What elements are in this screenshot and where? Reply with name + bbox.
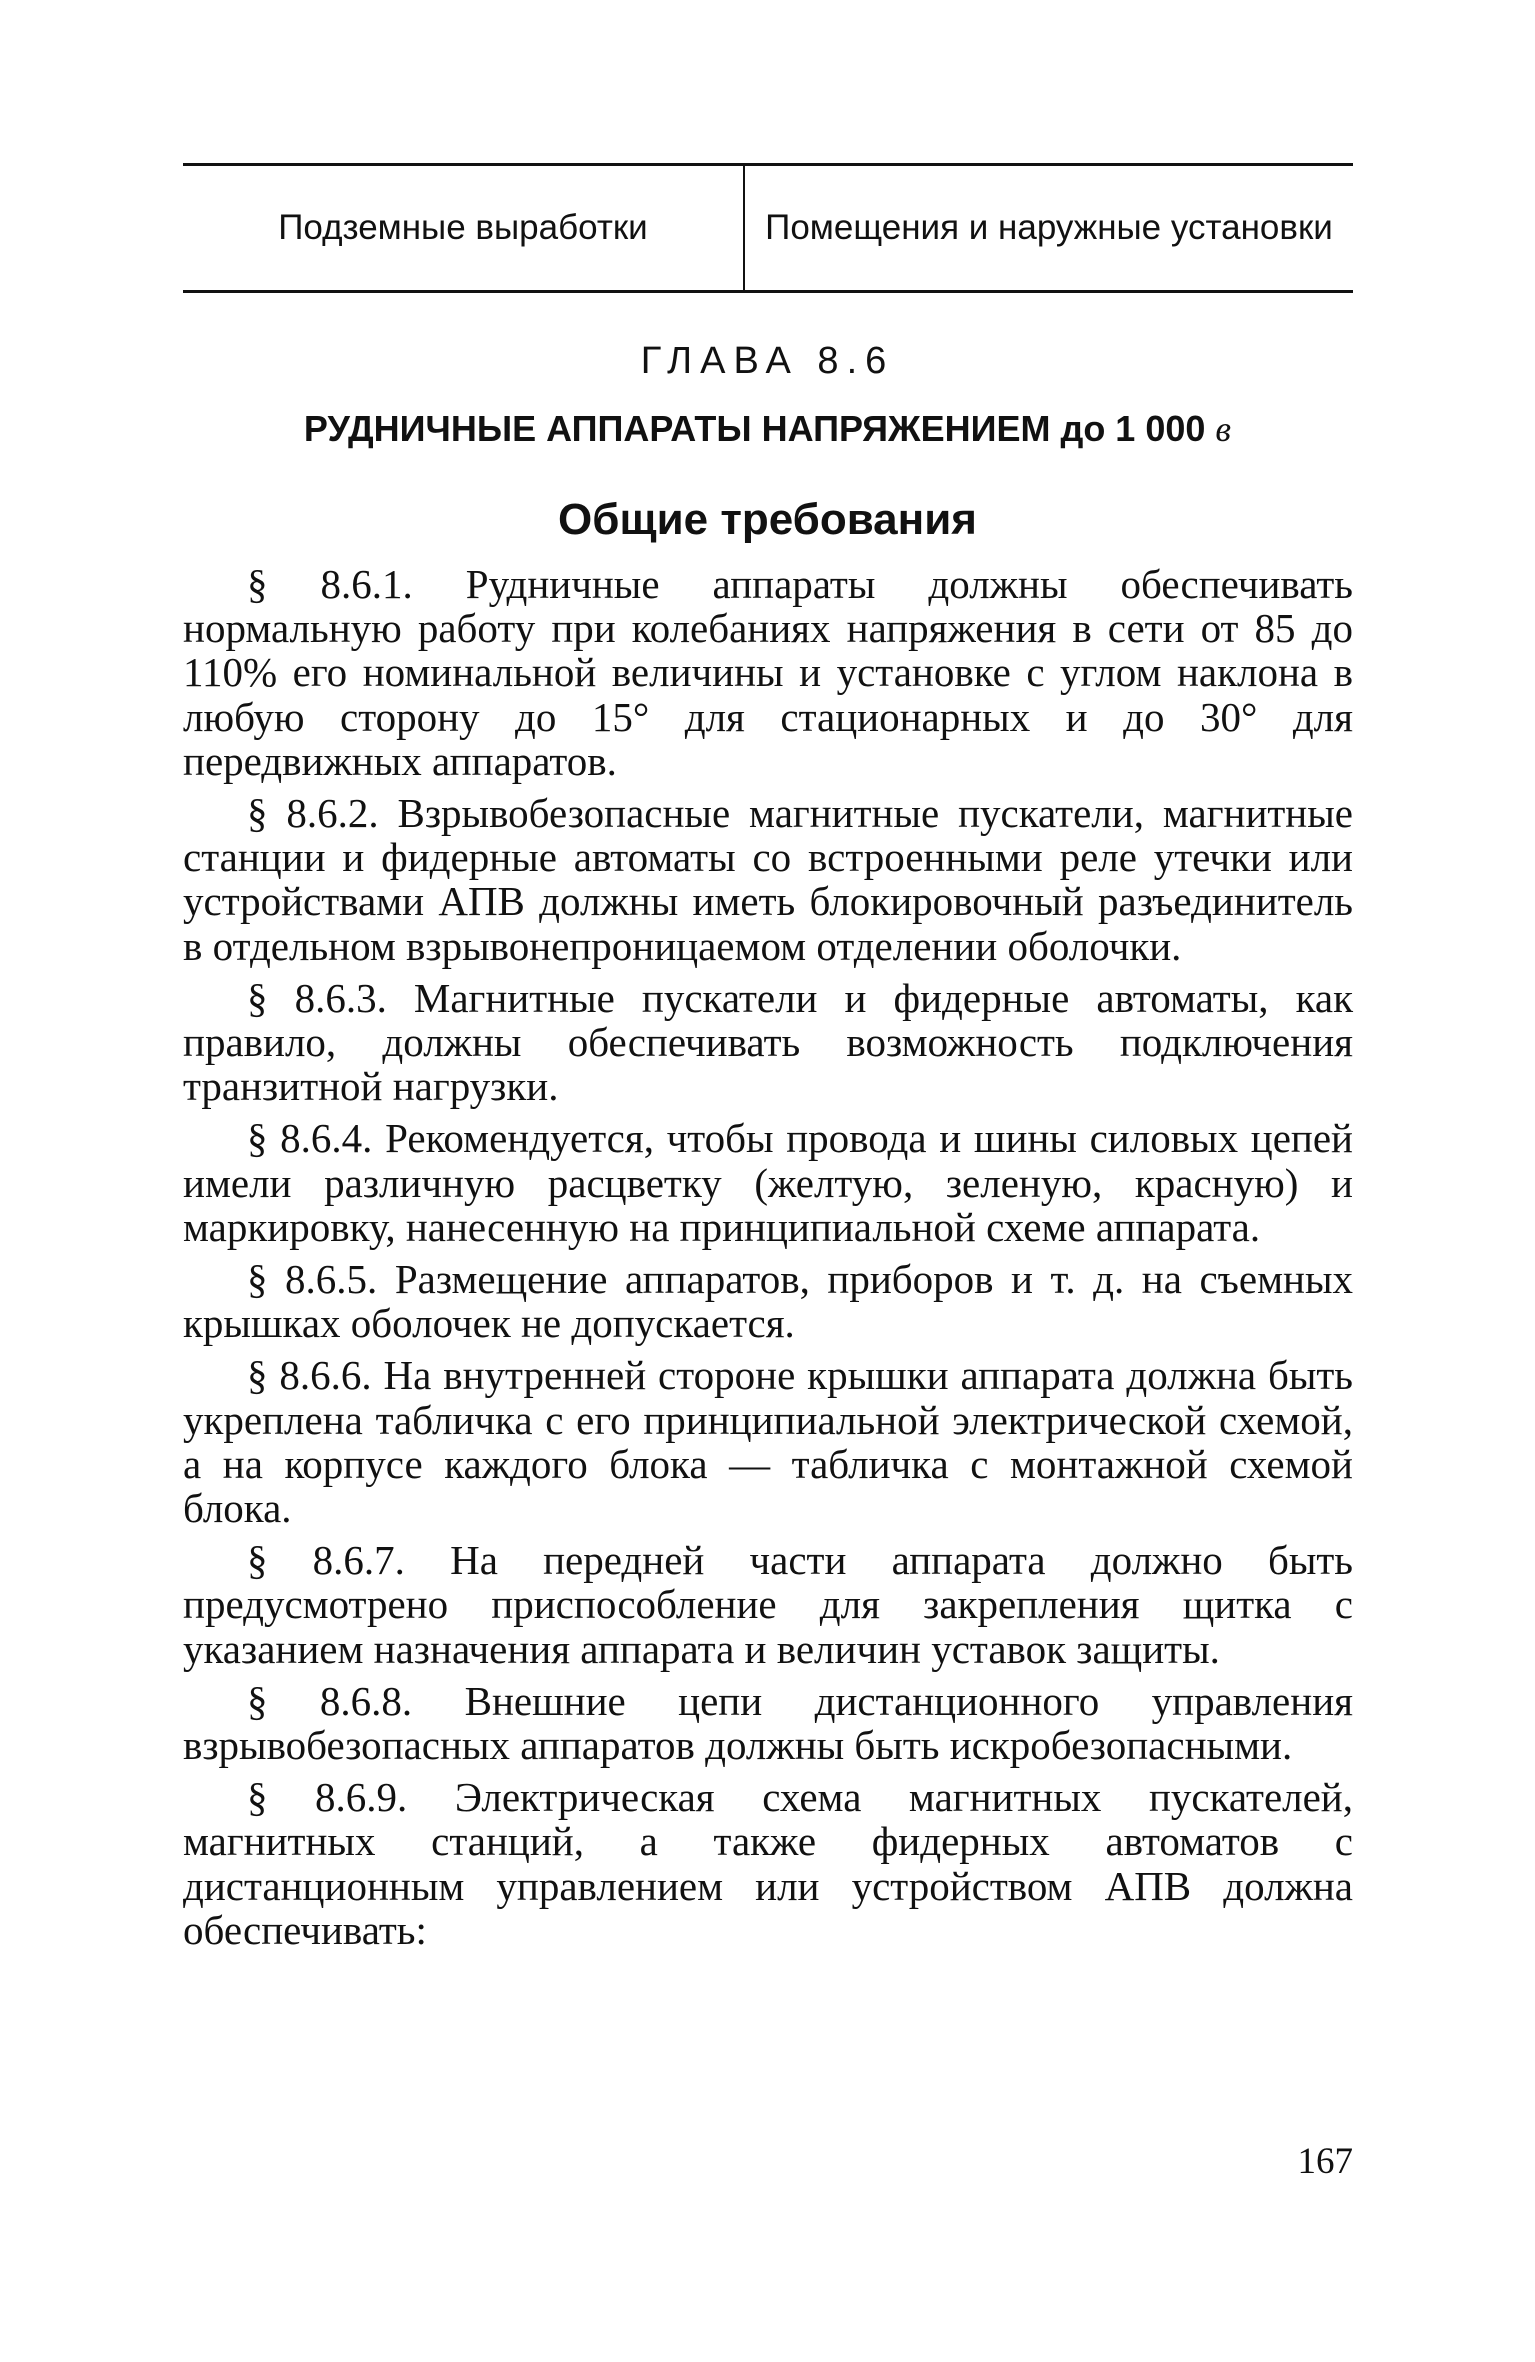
paragraph-8-6-5: § 8.6.5. Размещение аппаратов, приборов и т. д. на съемных крышках оболочек не допускается. (183, 1256, 1353, 1347)
header-left: Подземные выработки (183, 166, 745, 290)
paragraph-8-6-2: § 8.6.2. Взрывобезопасные магнитные пускатели, магнитные станции и фидерные автоматы со встроенными реле утечки или устройствами АПВ должны иметь блокировочный разъединитель в отдельном взрывонепроницаемом отделении оболочки. (183, 790, 1353, 969)
section-title: Общие требования (558, 495, 977, 544)
chapter-title-text: РУДНИЧНЫЕ АППАРАТЫ НАПРЯЖЕНИЕМ до 1 000 (303, 408, 1206, 449)
paragraph-8-6-7: § 8.6.7. На передней части аппарата должно быть предусмотрено приспособление для закрепления щитка с указанием назначения аппарата и величин уставок защиты. (183, 1537, 1353, 1672)
paragraph-8-6-1: § 8.6.1. Рудничные аппараты должны обеспечивать нормальную работу при колебаниях напряжения в сети от 85 до 110% его номинальной величины и установке с углом наклона в любую сторону до 15° для стационарных и до 30° для передвижных аппаратов. (183, 561, 1353, 784)
chapter-label: ГЛАВА 8.6 (640, 340, 895, 382)
header-right: Помещения и наружные установки (765, 208, 1333, 247)
paragraph-8-6-3: § 8.6.3. Магнитные пускатели и фидерные автоматы, как правило, должны обеспечивать возможность подключения транзитной нагрузки. (183, 974, 1353, 1110)
paragraph-8-6-4: § 8.6.4. Рекомендуется, чтобы провода и шины силовых цепей имели различную расцветку (желтую, зеленую, красную) и маркировку, нанесенную на принципиальной схеме аппарата. (183, 1115, 1353, 1250)
running-header (183, 163, 1353, 293)
chapter-title (0, 408, 1535, 450)
chapter-title-unit: в (1215, 409, 1232, 449)
page-number: 167 (1297, 2141, 1353, 2182)
paragraph-8-6-9: § 8.6.9. Электрическая схема магнитных пускателей, магнитных станций, а также фидерных автоматов с дистанционным управлением или устройством АПВ должна обеспечивать: (183, 1774, 1353, 1953)
body-text (183, 562, 1353, 1960)
paragraph-8-6-6: § 8.6.6. На внутренней стороне крышки аппарата должна быть укреплена табличка с его принципиальной электрической схемой, а на корпусе каждого блока — табличка с монтажной схемой блока. (183, 1352, 1353, 1532)
paragraph-8-6-8: § 8.6.8. Внешние цепи дистанционного управления взрывобезопасных аппаратов должны быть искробезопасными. (183, 1677, 1353, 1769)
